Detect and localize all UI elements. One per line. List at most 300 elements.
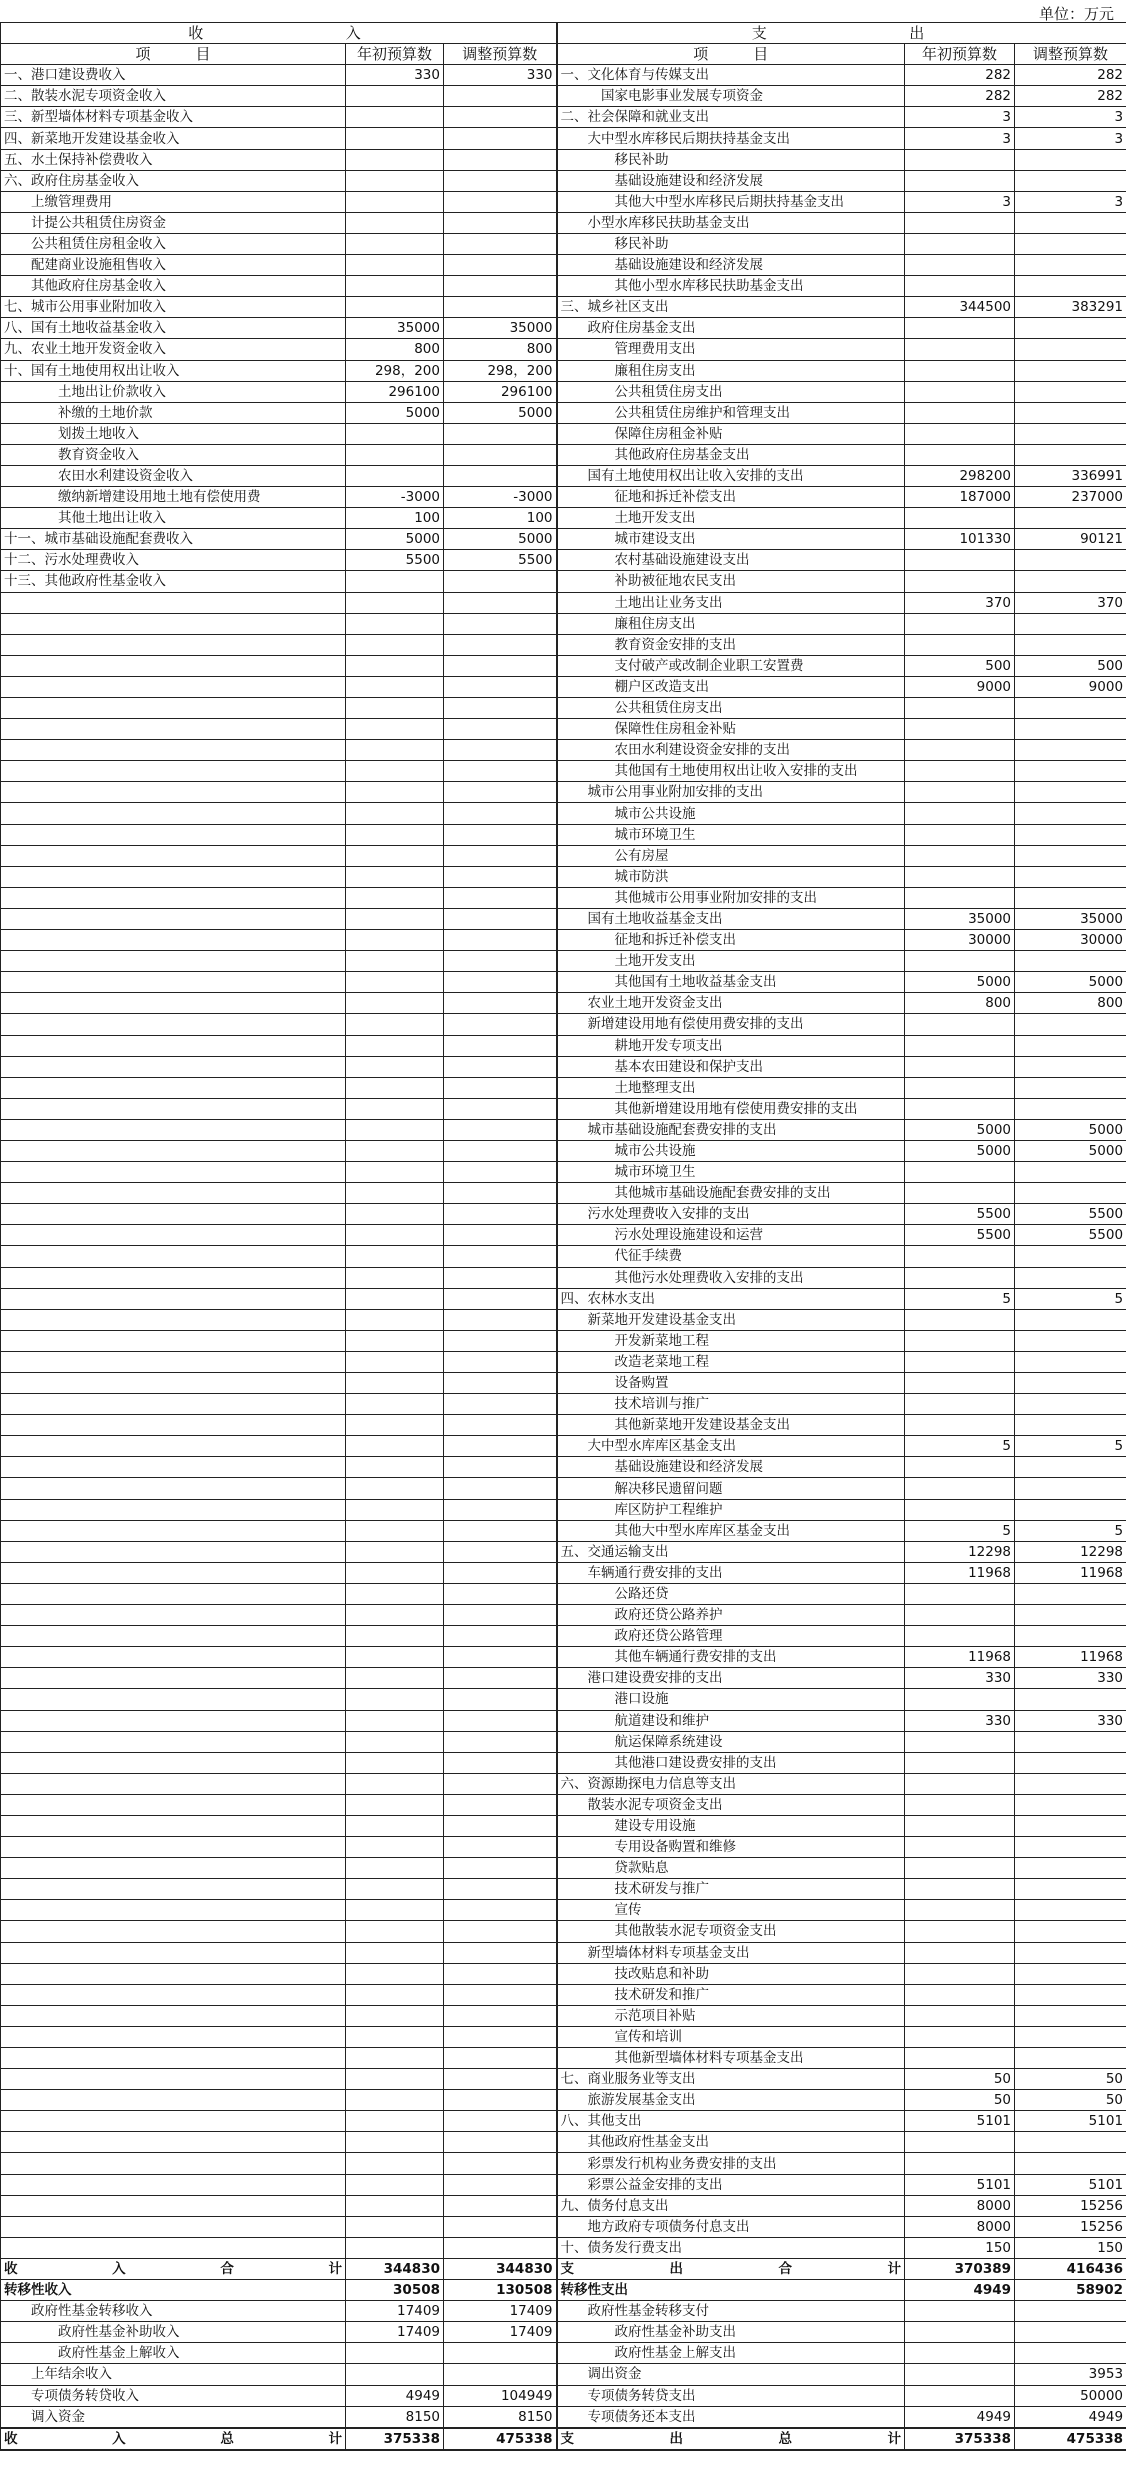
expense-init [905,255,1015,276]
income-item [1,613,346,634]
income-init [346,1562,444,1583]
income-adj [444,2069,557,2090]
income-adj: 5500 [444,550,557,571]
expense-init: 3 [905,191,1015,212]
expense-adj: 11968 [1015,1647,1126,1668]
expense-item: 其他新菜地开发建设基金支出 [557,1415,905,1436]
income-item [1,1668,346,1689]
income-adj [444,592,557,613]
table-row [1,2237,1126,2258]
income-init [346,1605,444,1626]
income-adj: 330 [444,65,557,86]
income-adj: 296100 [444,381,557,402]
income-init [346,993,444,1014]
expense-adj: 58902 [1015,2280,1126,2301]
expense-init: 3 [905,107,1015,128]
income-adj [444,1837,557,1858]
expense-init: 11968 [905,1562,1015,1583]
income-init: -3000 [346,487,444,508]
income-item [1,2153,346,2174]
table-row [1,2280,1126,2301]
income-adj [444,1309,557,1330]
expense-adj: 3 [1015,191,1126,212]
income-item [1,1942,346,1963]
income-adj [444,887,557,908]
income-item: 四、新菜地开发建设基金收入 [1,128,346,149]
expense-adj [1015,2301,1126,2322]
expense-adj [1015,360,1126,381]
expense-init [905,761,1015,782]
income-adj [444,1562,557,1583]
expense-adj [1015,381,1126,402]
expense-item: 基础设施建设和经济发展 [557,255,905,276]
table-row [1,1140,1126,1161]
income-total-label-char: 收 [4,2260,18,2277]
expense-init [905,1246,1015,1267]
income-item: 调入资金 [1,2406,346,2428]
income-init [346,571,444,592]
table-row [1,1752,1126,1773]
expense-adj [1015,845,1126,866]
income-item [1,1098,346,1119]
table-row [1,255,1126,276]
income-adj [444,2364,557,2385]
table-row [1,1520,1126,1541]
expense-init: 101330 [905,529,1015,550]
expense-init [905,318,1015,339]
income-adj [444,972,557,993]
expense-init [905,803,1015,824]
table-row [1,339,1126,360]
income-adj [444,1921,557,1942]
income-adj [444,1119,557,1140]
expense-adj: 5 [1015,1288,1126,1309]
income-adj: -3000 [444,487,557,508]
income-init [346,1731,444,1752]
expense-init [905,1373,1015,1394]
expense-init [905,1330,1015,1351]
income-item: 教育资金收入 [1,444,346,465]
expense-adj: 5101 [1015,2174,1126,2195]
table-row [1,2301,1126,2322]
expense-init [905,2153,1015,2174]
income-adj [444,1373,557,1394]
income-item [1,761,346,782]
expense-init: 12298 [905,1541,1015,1562]
table-row [1,191,1126,212]
table-row [1,2026,1126,2047]
income-item: 政府性基金上解收入 [1,2343,346,2364]
income-init [346,2132,444,2153]
expense-init [905,887,1015,908]
expense-item: 公共租赁住房支出 [557,381,905,402]
income-init: 100 [346,508,444,529]
expense-init: 50 [905,2090,1015,2111]
expense-adj: 5000 [1015,972,1126,993]
income-item [1,1267,346,1288]
expense-init: 500 [905,655,1015,676]
income-adj [444,1858,557,1879]
expense-total-label-char: 支 [560,2430,575,2447]
income-item [1,930,346,951]
expense-item: 征地和拆迁补偿支出 [557,930,905,951]
expense-adj [1015,782,1126,803]
income-init [346,2364,444,2385]
income-total-label-char: 计 [328,2260,342,2277]
income-adj [444,698,557,719]
income-adj [444,107,557,128]
expense-init [905,1457,1015,1478]
grand-total-row [1,2428,1126,2450]
table-body [1,23,1126,2450]
income-item: 三、新型墙体材料专项基金收入 [1,107,346,128]
income-item: 上年结余收入 [1,2364,346,2385]
expense-init [905,1921,1015,1942]
income-item [1,1815,346,1836]
expense-init [905,1731,1015,1752]
income-item: 转移性收入 [1,2280,346,2301]
table-row [1,887,1126,908]
income-init [346,2174,444,2195]
expense-adj: 330 [1015,1710,1126,1731]
expense-item: 其他国有土地收益基金支出 [557,972,905,993]
table-row [1,1731,1126,1752]
income-init [346,1225,444,1246]
expense-total-label-char: 出 [669,2260,684,2277]
table-row [1,782,1126,803]
table-row [1,508,1126,529]
expense-init: 344500 [905,297,1015,318]
expense-init [905,1752,1015,1773]
table-row [1,1626,1126,1647]
section-header-row [1,23,1126,44]
table-row [1,1119,1126,1140]
expense-item: 城市公用事业附加安排的支出 [557,782,905,803]
income-adj: 5000 [444,529,557,550]
income-adj [444,1879,557,1900]
expense-item: 土地出让业务支出 [557,592,905,613]
income-adj [444,1520,557,1541]
income-item: 缴纳新增建设用地土地有偿使用费 [1,487,346,508]
income-adj [444,2174,557,2195]
table-row [1,1942,1126,1963]
income-item: 七、城市公用事业附加收入 [1,297,346,318]
expense-adj: 4949 [1015,2406,1126,2428]
expense-item: 大中型水库移民后期扶持基金支出 [557,128,905,149]
expense-init [905,508,1015,529]
income-init: 17409 [346,2301,444,2322]
income-total-label-char: 总 [220,2430,234,2447]
income-init-header: 年初预算数 [346,44,444,65]
income-adj [444,1794,557,1815]
expense-adj [1015,1499,1126,1520]
expense-item: 专项债务转贷支出 [557,2385,905,2406]
income-item [1,592,346,613]
expense-adj [1015,1942,1126,1963]
expense-adj: 15256 [1015,2216,1126,2237]
income-item [1,1119,346,1140]
expense-adj [1015,444,1126,465]
income-adj [444,1204,557,1225]
table-row [1,1963,1126,1984]
expense-adj [1015,402,1126,423]
income-init [346,128,444,149]
table-row [1,1077,1126,1098]
income-adj [444,2005,557,2026]
income-init [346,2237,444,2258]
expense-adj [1015,1794,1126,1815]
expense-total-adj: 475338 [1015,2428,1126,2450]
expense-item: 五、交通运输支出 [557,1541,905,1562]
income-init [346,276,444,297]
expense-adj: 30000 [1015,930,1126,951]
expense-item: 支付破产或改制企业职工安置费 [557,655,905,676]
income-adj [444,2090,557,2111]
expense-init: 330 [905,1710,1015,1731]
expense-adj [1015,508,1126,529]
income-init [346,1900,444,1921]
table-row [1,740,1126,761]
income-init [346,1351,444,1372]
income-item [1,1541,346,1562]
income-item [1,1900,346,1921]
table-row [1,2005,1126,2026]
expense-init [905,381,1015,402]
income-init [346,2343,444,2364]
expense-item: 彩票发行机构业务费安排的支出 [557,2153,905,2174]
income-adj [444,2153,557,2174]
income-init [346,191,444,212]
table-row [1,86,1126,107]
table-row [1,402,1126,423]
expense-total-init: 375338 [905,2428,1015,2450]
expense-item-header: 项 目 [557,44,905,65]
income-adj [444,2026,557,2047]
expense-item: 专用设备购置和维修 [557,1837,905,1858]
expense-adj [1015,1815,1126,1836]
expense-init [905,1394,1015,1415]
expense-init [905,951,1015,972]
expense-init [905,824,1015,845]
expense-adj: 5000 [1015,1119,1126,1140]
income-init [346,887,444,908]
income-adj [444,1056,557,1077]
expense-init [905,1267,1015,1288]
expense-init: 5500 [905,1204,1015,1225]
expense-item: 农村基础设施建设支出 [557,550,905,571]
expense-item: 技术研发和推广 [557,1984,905,2005]
table-row [1,1499,1126,1520]
income-init [346,2195,444,2216]
income-adj [444,465,557,486]
expense-item: 其他政府性基金支出 [557,2132,905,2153]
budget-table [0,22,1126,2451]
expense-adj [1015,634,1126,655]
expense-item: 公共租赁住房维护和管理支出 [557,402,905,423]
income-item [1,845,346,866]
expense-init: 5101 [905,2174,1015,2195]
expense-item: 改造老菜地工程 [557,1351,905,1372]
expense-item: 一、文化体育与传媒支出 [557,65,905,86]
income-item: 划拨土地收入 [1,423,346,444]
expense-adj [1015,1267,1126,1288]
income-adj [444,1773,557,1794]
expense-item: 九、债务付息支出 [557,2195,905,2216]
income-init [346,1499,444,1520]
income-adj [444,1710,557,1731]
income-item [1,2216,346,2237]
income-adj: 298，200 [444,360,557,381]
expense-item: 农田水利建设资金安排的支出 [557,740,905,761]
expense-item: 彩票公益金安排的支出 [557,2174,905,2195]
income-item [1,1583,346,1604]
expense-item: 调出资金 [557,2364,905,2385]
expense-item: 航道建设和维护 [557,1710,905,1731]
expense-init: 4949 [905,2406,1015,2428]
income-adj [444,676,557,697]
income-item [1,1984,346,2005]
expense-init [905,444,1015,465]
income-item [1,1794,346,1815]
expense-item: 设备购置 [557,1373,905,1394]
expense-section-header: 支 出 [557,23,1126,44]
expense-item: 技术研发与推广 [557,1879,905,1900]
table-row [1,803,1126,824]
expense-init [905,149,1015,170]
expense-adj [1015,212,1126,233]
table-row [1,1837,1126,1858]
table-row [1,233,1126,254]
expense-item: 污水处理设施建设和运营 [557,1225,905,1246]
income-init [346,1794,444,1815]
expense-total-label [557,2258,905,2279]
income-adj [444,571,557,592]
income-adj [444,1963,557,1984]
income-init [346,1520,444,1541]
income-init: 30508 [346,2280,444,2301]
expense-item: 宣传和培训 [557,2026,905,2047]
expense-init [905,571,1015,592]
table-row [1,1288,1126,1309]
expense-adj [1015,1246,1126,1267]
income-adj: 17409 [444,2301,557,2322]
income-init [346,1330,444,1351]
income-init [346,1837,444,1858]
expense-adj [1015,1415,1126,1436]
income-init [346,1858,444,1879]
expense-init [905,1499,1015,1520]
table-row [1,1794,1126,1815]
income-init [346,1626,444,1647]
expense-init: 9000 [905,676,1015,697]
table-row [1,592,1126,613]
column-header-row [1,44,1126,65]
income-init [346,1162,444,1183]
income-init [346,1583,444,1604]
expense-init [905,1162,1015,1183]
expense-init [905,402,1015,423]
expense-init [905,1605,1015,1626]
income-init [346,2069,444,2090]
income-item [1,1837,346,1858]
expense-init [905,634,1015,655]
expense-item: 散装水泥专项资金支出 [557,1794,905,1815]
expense-adj [1015,233,1126,254]
income-adj [444,824,557,845]
income-item [1,1246,346,1267]
expense-init [905,2385,1015,2406]
income-init [346,761,444,782]
expense-item: 解决移民遗留问题 [557,1478,905,1499]
expense-item: 国家电影事业发展专项资金 [557,86,905,107]
income-init [346,1921,444,1942]
income-item [1,1562,346,1583]
expense-init [905,170,1015,191]
expense-item: 土地整理支出 [557,1077,905,1098]
income-adj [444,233,557,254]
table-row [1,1773,1126,1794]
income-init [346,2005,444,2026]
income-adj [444,1900,557,1921]
table-row [1,1309,1126,1330]
income-item [1,1710,346,1731]
income-adj [444,740,557,761]
expense-item: 廉租住房支出 [557,360,905,381]
expense-item: 其他大中型水库库区基金支出 [557,1520,905,1541]
table-row [1,212,1126,233]
income-init [346,255,444,276]
table-row [1,381,1126,402]
income-adj-header: 调整预算数 [444,44,557,65]
income-init: 298，200 [346,360,444,381]
expense-init: 11968 [905,1647,1015,1668]
expense-init [905,1837,1015,1858]
expense-item: 耕地开发专项支出 [557,1035,905,1056]
income-item: 专项债务转贷收入 [1,2385,346,2406]
table-row [1,2132,1126,2153]
table-row [1,487,1126,508]
income-item: 五、水土保持补偿费收入 [1,149,346,170]
income-adj [444,128,557,149]
expense-item: 政府性基金转移支付 [557,2301,905,2322]
expense-init [905,276,1015,297]
income-total-label [1,2258,346,2279]
income-item [1,2237,346,2258]
income-item: 十三、其他政府性基金收入 [1,571,346,592]
expense-adj: 9000 [1015,676,1126,697]
income-init: 296100 [346,381,444,402]
expense-init [905,1351,1015,1372]
income-adj [444,1984,557,2005]
expense-init: 8000 [905,2195,1015,2216]
expense-init [905,1309,1015,1330]
expense-adj: 12298 [1015,1541,1126,1562]
income-init [346,2026,444,2047]
table-row [1,634,1126,655]
income-adj [444,2048,557,2069]
expense-item: 建设专用设施 [557,1815,905,1836]
table-row [1,1710,1126,1731]
table-row [1,65,1126,86]
income-item [1,993,346,1014]
expense-adj [1015,1837,1126,1858]
expense-item: 港口建设费安排的支出 [557,1668,905,1689]
income-item: 土地出让价款收入 [1,381,346,402]
income-init [346,951,444,972]
income-adj [444,613,557,634]
income-init [346,1689,444,1710]
income-item [1,2174,346,2195]
